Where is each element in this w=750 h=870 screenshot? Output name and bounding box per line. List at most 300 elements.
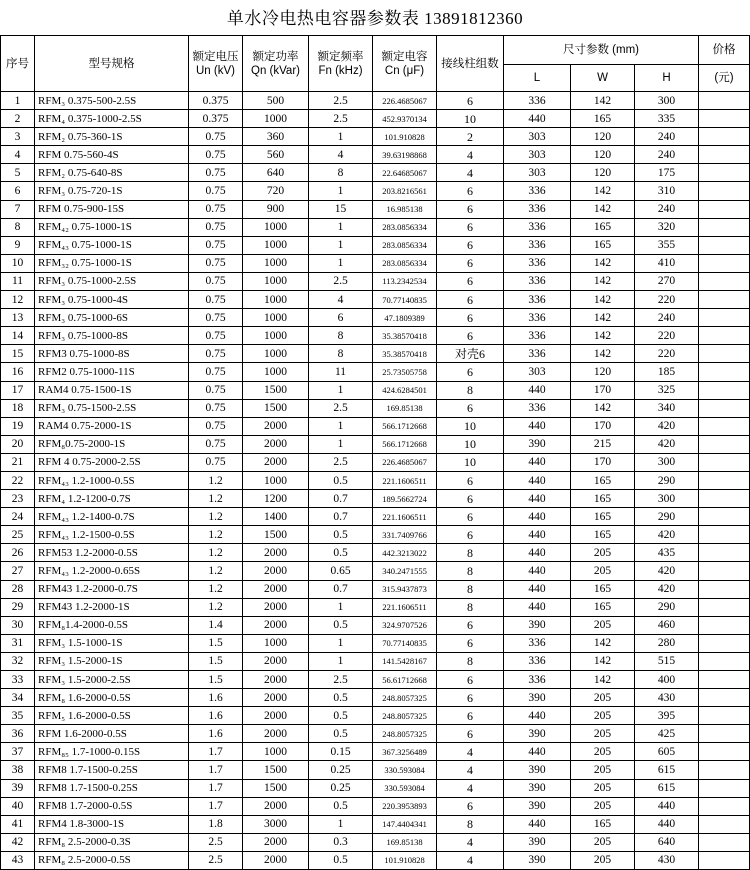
cell-terminals: 6: [437, 689, 504, 707]
cell-dim-l: 303: [504, 128, 571, 146]
table-row: [1, 779, 750, 797]
cell-price: [699, 508, 750, 526]
table-row: [1, 92, 750, 110]
cell-voltage: 0.75: [189, 327, 243, 345]
cell-price: [699, 526, 750, 544]
cell-model: RFM3 0.75-1000-8S: [35, 345, 189, 363]
cell-price: [699, 851, 750, 869]
cell-terminals: 6: [437, 671, 504, 689]
cell-power: 640: [243, 164, 309, 182]
cell-dim-w: 165: [571, 218, 635, 236]
cell-power: 1000: [243, 254, 309, 272]
cell-seq: 29: [1, 598, 35, 616]
cell-capacitance: 70.77140835: [373, 291, 437, 309]
cell-voltage: 0.75: [189, 236, 243, 254]
cell-voltage: 0.75: [189, 146, 243, 164]
cell-price: [699, 272, 750, 290]
cell-dim-h: 340: [635, 399, 699, 417]
cell-capacitance: 113.2342534: [373, 272, 437, 290]
cell-dim-l: 440: [504, 471, 571, 489]
cell-model: RFM₅ 1.6-2000-0.5S: [35, 707, 189, 725]
cell-dim-l: 440: [504, 598, 571, 616]
cell-power: 2000: [243, 652, 309, 670]
cell-model: RFM₄₃ 0.75-1000-1S: [35, 236, 189, 254]
cell-power: 1000: [243, 218, 309, 236]
cell-model: RFM₄ 0.375-1000-2.5S: [35, 110, 189, 128]
cell-model: RFM₄₃ 1.2-2000-0.65S: [35, 562, 189, 580]
header-terminals: 接线柱组数: [437, 36, 504, 92]
cell-power: 1000: [243, 110, 309, 128]
cell-dim-w: 142: [571, 182, 635, 200]
table-row: [1, 182, 750, 200]
cell-dim-l: 390: [504, 851, 571, 869]
cell-dim-w: 120: [571, 164, 635, 182]
cell-capacitance: 226.4685067: [373, 92, 437, 110]
cell-terminals: 10: [437, 435, 504, 453]
cell-dim-w: 165: [571, 110, 635, 128]
cell-seq: 25: [1, 526, 35, 544]
cell-dim-w: 142: [571, 399, 635, 417]
table-row: [1, 634, 750, 652]
cell-dim-l: 390: [504, 435, 571, 453]
cell-power: 3000: [243, 815, 309, 833]
cell-seq: 32: [1, 652, 35, 670]
cell-capacitance: 189.5662724: [373, 490, 437, 508]
cell-seq: 16: [1, 363, 35, 381]
cell-model: RFM₈0.75-2000-1S: [35, 435, 189, 453]
cell-voltage: 1.5: [189, 671, 243, 689]
table-row: [1, 580, 750, 598]
cell-dim-l: 390: [504, 689, 571, 707]
cell-terminals: 6: [437, 471, 504, 489]
cell-seq: 10: [1, 254, 35, 272]
cell-dim-l: 440: [504, 562, 571, 580]
cell-terminals: 6: [437, 254, 504, 272]
table-row: [1, 671, 750, 689]
table-row: [1, 453, 750, 471]
cell-terminals: 4: [437, 779, 504, 797]
cell-seq: 40: [1, 797, 35, 815]
cell-terminals: 6: [437, 707, 504, 725]
table-row: [1, 110, 750, 128]
cell-capacitance: 330.593084: [373, 761, 437, 779]
cell-price: [699, 598, 750, 616]
cell-seq: 36: [1, 725, 35, 743]
cell-dim-h: 280: [635, 634, 699, 652]
cell-terminals: 6: [437, 291, 504, 309]
cell-power: 2000: [243, 453, 309, 471]
cell-dim-l: 440: [504, 453, 571, 471]
cell-dim-h: 605: [635, 743, 699, 761]
cell-frequency: 0.25: [309, 761, 373, 779]
cell-frequency: 0.5: [309, 707, 373, 725]
table-row: [1, 526, 750, 544]
cell-model: RFM₃ 0.75-1000-2.5S: [35, 272, 189, 290]
cell-model: RFM₈₅ 1.7-1000-0.15S: [35, 743, 189, 761]
cell-model: RFM8 1.7-2000-0.5S: [35, 797, 189, 815]
cell-seq: 13: [1, 309, 35, 327]
table-row: [1, 291, 750, 309]
cell-frequency: 2.5: [309, 671, 373, 689]
cell-dim-l: 336: [504, 254, 571, 272]
cell-price: [699, 164, 750, 182]
cell-price: [699, 110, 750, 128]
cell-dim-w: 205: [571, 851, 635, 869]
cell-voltage: 1.2: [189, 544, 243, 562]
cell-dim-h: 185: [635, 363, 699, 381]
cell-terminals: 6: [437, 526, 504, 544]
cell-power: 560: [243, 146, 309, 164]
cell-frequency: 0.7: [309, 508, 373, 526]
cell-voltage: 0.75: [189, 309, 243, 327]
cell-dim-w: 205: [571, 761, 635, 779]
cell-dim-h: 175: [635, 164, 699, 182]
cell-seq: 6: [1, 182, 35, 200]
cell-voltage: 0.75: [189, 345, 243, 363]
cell-dim-l: 303: [504, 146, 571, 164]
table-row: [1, 417, 750, 435]
cell-price: [699, 236, 750, 254]
cell-model: RFM 1.6-2000-0.5S: [35, 725, 189, 743]
cell-dim-h: 460: [635, 616, 699, 634]
cell-seq: 23: [1, 490, 35, 508]
table-row: [1, 725, 750, 743]
cell-dim-l: 440: [504, 815, 571, 833]
cell-dim-w: 120: [571, 128, 635, 146]
cell-capacitance: 39.63198868: [373, 146, 437, 164]
cell-seq: 3: [1, 128, 35, 146]
cell-dim-w: 165: [571, 490, 635, 508]
cell-capacitance: 248.8057325: [373, 689, 437, 707]
cell-terminals: 6: [437, 634, 504, 652]
cell-power: 1500: [243, 381, 309, 399]
cell-model: RFM43 1.2-2000-0.7S: [35, 580, 189, 598]
cell-voltage: 0.75: [189, 453, 243, 471]
cell-dim-l: 336: [504, 291, 571, 309]
cell-frequency: 2.5: [309, 110, 373, 128]
table-row: [1, 272, 750, 290]
table-row: [1, 363, 750, 381]
cell-model: RFM53 1.2-2000-0.5S: [35, 544, 189, 562]
table-header: [1, 36, 750, 92]
cell-price: [699, 291, 750, 309]
cell-capacitance: 169.85138: [373, 399, 437, 417]
cell-dim-w: 142: [571, 671, 635, 689]
cell-price: [699, 128, 750, 146]
header-price: 价格: [699, 36, 750, 65]
cell-dim-w: 142: [571, 272, 635, 290]
table-row: [1, 833, 750, 851]
cell-terminals: 4: [437, 761, 504, 779]
cell-power: 2000: [243, 417, 309, 435]
cell-dim-h: 420: [635, 417, 699, 435]
cell-frequency: 11: [309, 363, 373, 381]
cell-voltage: 0.75: [189, 254, 243, 272]
cell-dim-l: 440: [504, 417, 571, 435]
cell-capacitance: 283.0856334: [373, 218, 437, 236]
cell-power: 1000: [243, 327, 309, 345]
cell-frequency: 2.5: [309, 92, 373, 110]
cell-dim-w: 142: [571, 92, 635, 110]
cell-power: 900: [243, 200, 309, 218]
cell-dim-w: 170: [571, 381, 635, 399]
cell-dim-h: 320: [635, 218, 699, 236]
cell-dim-w: 205: [571, 544, 635, 562]
cell-terminals: 6: [437, 218, 504, 236]
cell-power: 500: [243, 92, 309, 110]
cell-capacitance: 221.1606511: [373, 598, 437, 616]
cell-voltage: 1.7: [189, 779, 243, 797]
cell-dim-h: 430: [635, 689, 699, 707]
cell-seq: 2: [1, 110, 35, 128]
cell-price: [699, 634, 750, 652]
cell-dim-h: 310: [635, 182, 699, 200]
cell-voltage: 1.7: [189, 743, 243, 761]
table-row: [1, 200, 750, 218]
cell-price: [699, 363, 750, 381]
cell-voltage: 1.5: [189, 634, 243, 652]
header-dim-h: H: [635, 65, 699, 92]
cell-terminals: 10: [437, 110, 504, 128]
cell-price: [699, 797, 750, 815]
cell-seq: 21: [1, 453, 35, 471]
table-row: [1, 218, 750, 236]
cell-power: 1000: [243, 272, 309, 290]
table-row: [1, 254, 750, 272]
cell-seq: 7: [1, 200, 35, 218]
cell-capacitance: 566.1712668: [373, 435, 437, 453]
cell-model: RFM₃₂ 0.75-1000-1S: [35, 254, 189, 272]
table-row: [1, 707, 750, 725]
cell-price: [699, 761, 750, 779]
cell-price: [699, 146, 750, 164]
cell-seq: 1: [1, 92, 35, 110]
cell-capacitance: 315.9437873: [373, 580, 437, 598]
cell-dim-h: 420: [635, 435, 699, 453]
cell-capacitance: 283.0856334: [373, 254, 437, 272]
cell-frequency: 0.15: [309, 743, 373, 761]
cell-price: [699, 743, 750, 761]
cell-dim-h: 430: [635, 851, 699, 869]
cell-dim-h: 420: [635, 580, 699, 598]
cell-voltage: 1.4: [189, 616, 243, 634]
cell-seq: 35: [1, 707, 35, 725]
cell-frequency: 0.5: [309, 725, 373, 743]
cell-voltage: 1.6: [189, 707, 243, 725]
cell-model: RFM₄₃ 1.2-1400-0.7S: [35, 508, 189, 526]
cell-frequency: 8: [309, 327, 373, 345]
table-body: [1, 92, 750, 870]
cell-terminals: 6: [437, 200, 504, 218]
cell-dim-l: 390: [504, 616, 571, 634]
cell-voltage: 0.75: [189, 417, 243, 435]
cell-terminals: 8: [437, 652, 504, 670]
cell-model: RAM4 0.75-1500-1S: [35, 381, 189, 399]
cell-voltage: 0.75: [189, 218, 243, 236]
cell-seq: 43: [1, 851, 35, 869]
cell-terminals: 6: [437, 725, 504, 743]
cell-seq: 5: [1, 164, 35, 182]
cell-price: [699, 435, 750, 453]
cell-price: [699, 689, 750, 707]
cell-terminals: 6: [437, 327, 504, 345]
cell-dim-h: 400: [635, 671, 699, 689]
cell-price: [699, 218, 750, 236]
cell-voltage: 0.75: [189, 200, 243, 218]
cell-voltage: 1.2: [189, 562, 243, 580]
cell-seq: 22: [1, 471, 35, 489]
cell-model: RFM₈ 2.5-2000-0.3S: [35, 833, 189, 851]
cell-model: RFM8 1.7-1500-0.25S: [35, 779, 189, 797]
header-seq: 序号: [1, 36, 35, 92]
table-row: [1, 128, 750, 146]
cell-price: [699, 707, 750, 725]
cell-power: 2000: [243, 725, 309, 743]
cell-capacitance: 16.985138: [373, 200, 437, 218]
cell-dim-l: 440: [504, 490, 571, 508]
cell-voltage: 1.6: [189, 689, 243, 707]
cell-dim-h: 615: [635, 761, 699, 779]
cell-terminals: 对壳6: [437, 345, 504, 363]
cell-dim-h: 300: [635, 490, 699, 508]
cell-capacitance: 442.3213022: [373, 544, 437, 562]
cell-dim-l: 336: [504, 345, 571, 363]
cell-model: RFM₄₃ 1.2-1000-0.5S: [35, 471, 189, 489]
cell-dim-w: 120: [571, 146, 635, 164]
cell-terminals: 6: [437, 490, 504, 508]
cell-dim-h: 240: [635, 200, 699, 218]
cell-voltage: 1.7: [189, 761, 243, 779]
cell-power: 1400: [243, 508, 309, 526]
cell-dim-h: 410: [635, 254, 699, 272]
cell-price: [699, 453, 750, 471]
cell-seq: 20: [1, 435, 35, 453]
cell-terminals: 4: [437, 833, 504, 851]
cell-dim-l: 390: [504, 761, 571, 779]
cell-terminals: 10: [437, 417, 504, 435]
cell-capacitance: 35.38570418: [373, 345, 437, 363]
cell-model: RFM₃ 1.5-2000-1S: [35, 652, 189, 670]
table-row: [1, 236, 750, 254]
cell-dim-l: 336: [504, 309, 571, 327]
cell-model: RFM₃ 1.5-1000-1S: [35, 634, 189, 652]
cell-seq: 27: [1, 562, 35, 580]
cell-dim-h: 220: [635, 345, 699, 363]
cell-power: 1000: [243, 363, 309, 381]
cell-power: 2000: [243, 851, 309, 869]
cell-voltage: 0.375: [189, 110, 243, 128]
cell-voltage: 1.2: [189, 471, 243, 489]
cell-model: RFM₂ 0.75-640-8S: [35, 164, 189, 182]
cell-power: 1200: [243, 490, 309, 508]
cell-dim-w: 205: [571, 616, 635, 634]
cell-dim-l: 440: [504, 544, 571, 562]
cell-price: [699, 616, 750, 634]
cell-frequency: 4: [309, 146, 373, 164]
cell-seq: 19: [1, 417, 35, 435]
cell-terminals: 4: [437, 743, 504, 761]
cell-power: 1000: [243, 236, 309, 254]
cell-price: [699, 92, 750, 110]
cell-dim-h: 440: [635, 797, 699, 815]
cell-seq: 37: [1, 743, 35, 761]
cell-model: RFM₄₃ 1.2-1500-0.5S: [35, 526, 189, 544]
cell-dim-h: 395: [635, 707, 699, 725]
cell-capacitance: 340.2471555: [373, 562, 437, 580]
table-row: [1, 689, 750, 707]
cell-model: RFM₃ 0.375-500-2.5S: [35, 92, 189, 110]
cell-dim-w: 205: [571, 707, 635, 725]
cell-dim-l: 336: [504, 671, 571, 689]
cell-terminals: 8: [437, 562, 504, 580]
cell-voltage: 1.7: [189, 797, 243, 815]
cell-terminals: 8: [437, 381, 504, 399]
cell-dim-l: 440: [504, 381, 571, 399]
header-price-unit: (元): [699, 65, 750, 92]
cell-dim-l: 336: [504, 218, 571, 236]
header-frequency: 额定频率 Fn (kHz): [309, 36, 373, 92]
cell-terminals: 6: [437, 797, 504, 815]
cell-seq: 8: [1, 218, 35, 236]
cell-frequency: 2.5: [309, 272, 373, 290]
cell-capacitance: 25.73505758: [373, 363, 437, 381]
table-row: [1, 146, 750, 164]
cell-frequency: 1: [309, 417, 373, 435]
cell-dim-l: 336: [504, 92, 571, 110]
cell-voltage: 1.2: [189, 490, 243, 508]
cell-dim-l: 336: [504, 399, 571, 417]
cell-dim-l: 440: [504, 707, 571, 725]
cell-dim-w: 142: [571, 291, 635, 309]
cell-power: 1000: [243, 309, 309, 327]
cell-dim-l: 303: [504, 164, 571, 182]
cell-dim-l: 336: [504, 634, 571, 652]
header-dim-w: W: [571, 65, 635, 92]
cell-dim-h: 435: [635, 544, 699, 562]
cell-dim-h: 325: [635, 381, 699, 399]
table-row: [1, 435, 750, 453]
cell-price: [699, 779, 750, 797]
cell-frequency: 0.5: [309, 689, 373, 707]
cell-model: RFM₂ 0.75-360-1S: [35, 128, 189, 146]
cell-dim-w: 142: [571, 200, 635, 218]
cell-model: RFM₈ 1.6-2000-0.5S: [35, 689, 189, 707]
table-row: [1, 761, 750, 779]
cell-dim-l: 440: [504, 580, 571, 598]
cell-price: [699, 254, 750, 272]
cell-dim-h: 290: [635, 471, 699, 489]
cell-frequency: 0.5: [309, 544, 373, 562]
cell-terminals: 8: [437, 544, 504, 562]
cell-model: RFM 4 0.75-2000-2.5S: [35, 453, 189, 471]
cell-dim-w: 205: [571, 779, 635, 797]
cell-dim-w: 142: [571, 254, 635, 272]
cell-frequency: 0.65: [309, 562, 373, 580]
cell-power: 1000: [243, 471, 309, 489]
cell-frequency: 1: [309, 652, 373, 670]
cell-seq: 28: [1, 580, 35, 598]
cell-dim-h: 335: [635, 110, 699, 128]
cell-dim-w: 142: [571, 634, 635, 652]
cell-seq: 26: [1, 544, 35, 562]
table-row: [1, 381, 750, 399]
cell-frequency: 0.25: [309, 779, 373, 797]
cell-seq: 30: [1, 616, 35, 634]
cell-dim-w: 120: [571, 363, 635, 381]
cell-seq: 14: [1, 327, 35, 345]
cell-dim-h: 270: [635, 272, 699, 290]
cell-model: RFM 0.75-900-15S: [35, 200, 189, 218]
